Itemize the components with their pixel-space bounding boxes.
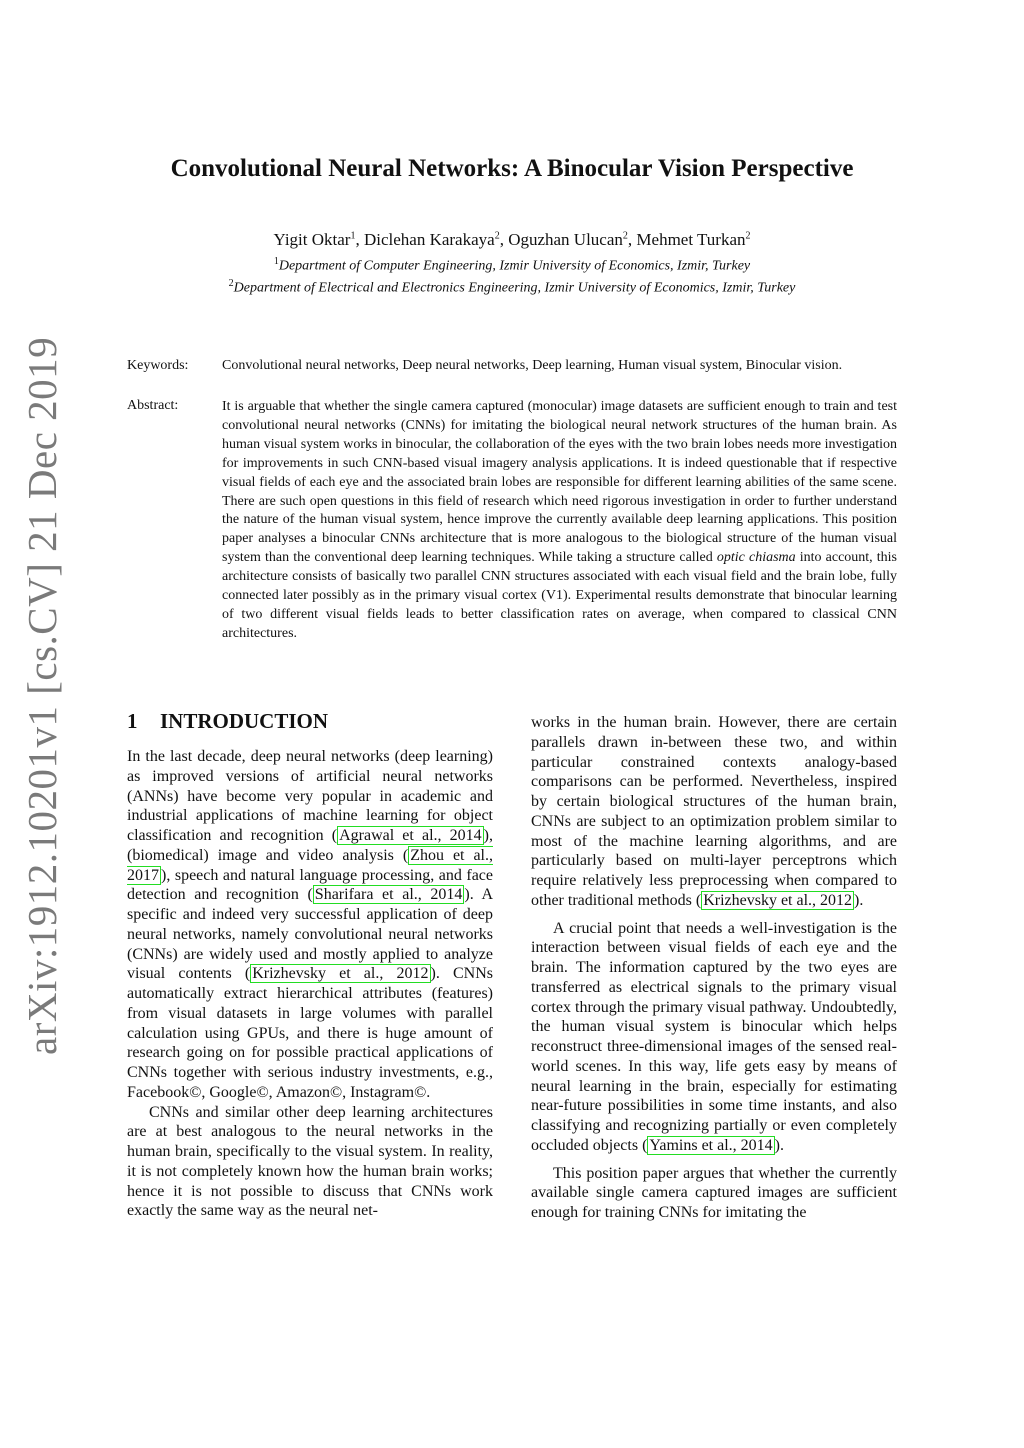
abstract-label: Abstract:: [127, 398, 179, 413]
abstract-text: It is arguable that whether the single camera captured (monocular) image datasets are sufficient enough to train and test convolutional neural networks (CNNs) for imitating the biological neural network structures of the human brain. As human visual system works in binocular, the collaboration of the eyes with the two brain lobes needs more investigation for improvements in such CNN-based visual imagery analysis applications. It is indeed questionable that if respective visual fields of each eye and the associated brain lobes are responsible for different learning abilities of the same scene. There are such open questions in this field of research which need rigorous investigation in order to further understand the nature of the human visual system, hence improve the currently available deep learning applications. This position paper analyses a binocular CNNs architecture that is more analogous to the biological structure of the human visual system than the conventional deep learning techniques. While taking a structure called optic chiasma into account, this architecture consists of basically two parallel CNN structures associated with each visual field and the brain lobe, fully connected later possibly as in the primary visual cortex (V1). Experimental results demonstrate that binocular learning of two different visual fields leads to better classification rates on average, when compared to classical CNN architectures.: [222, 399, 898, 641]
right-column: [531, 713, 897, 1223]
intro-paragraph-2-continued: works in the human brain. However, there are certain parallels drawn in-between these two, and within particular constrained contexts analogy-based comparisons can be performed. Nevertheless, inspired by certain biological structures of the human brain, CNNs are subject to an optimization problem similar to most of the machine learning algorithms, and are particularly based on multi-layer perceptrons which require relatively less preprocessing when compared to other traditional methods ( Krizhevsky et al., 2012 ).: [531, 714, 897, 909]
author-name: Oguzhan Ulucan: [508, 230, 623, 249]
citation-link[interactable]: Zhou et al., 2017: [127, 846, 494, 884]
citation-link[interactable]: Yamins et al., 2014: [649, 1136, 773, 1154]
affiliation-2: $^2$Department of Electrical and Electronics Engineering, Izmir University of Economics, Izmir, Turkey: [228, 278, 796, 296]
paper-title: Convolutional Neural Networks: A Binocular Vision Perspective: [170, 155, 854, 182]
section-heading: 1 INTRODUCTION: [127, 709, 329, 733]
keywords-label: Keywords:: [127, 358, 189, 373]
citation-link[interactable]: Agrawal et al., 2014: [339, 827, 482, 844]
intro-paragraph-3: A crucial point that needs a well-investigation is the interaction between visual fields of each eye and the brain. The information captured by the two eyes are transferred as electrical signals to the primary visual cortex through the primary visual pathway. Undoubtedly, the human visual system is binocular which helps reconstruct three-dimensional images of the sensed real-world scenes. In this way, life gets easy by means of neural learning in the brain, especially for estimating near-future possibilities in some time instants, and also classifying and recognizing partially or even completely occluded objects ( Yamins et al., 2014 ).: [531, 919, 897, 1154]
intro-paragraph-2: CNNs and similar other deep learning architectures are at best analogous to the neural networks in the human brain, specifically to the visual system. In reality, it is not completely known how the human brain works; hence it is not possible to discuss that CNNs work exactly the same way as the neural net-: [127, 1103, 493, 1220]
citation-link[interactable]: Krizhevsky et al., 2012: [252, 965, 429, 983]
author-name: Mehmet Turkan: [636, 230, 746, 249]
affiliation-1: $^1$Department of Computer Engineering, Izmir University of Economics, Izmir, Turkey: [273, 256, 751, 274]
citation-link[interactable]: Krizhevsky et al., 2012: [703, 891, 853, 909]
keywords-text: Convolutional neural networks, Deep neural networks, Deep learning, Human visual system, Binocular vision.: [222, 358, 843, 373]
author-name: Yigit Oktar: [273, 230, 351, 249]
left-column: [127, 708, 493, 1221]
intro-paragraph-4: This position paper argues that whether the currently available single camera captured images are sufficient enough for training CNNs for imitating the: [531, 1164, 897, 1221]
author-name: Diclehan Karakaya: [363, 230, 495, 249]
citation-link[interactable]: Sharifara et al., 2014: [314, 886, 463, 904]
intro-paragraph-1: In the last decade, deep neural networks (deep learning) as improved versions of artificial neural networks (ANNs) have become very popular in academic and industrial applications of machine learning for object classification and recognition ( Agrawal et al., 2014 ), (biomedical) image and video analysis ( Zhou et al., 2017 ), speech and natural language processing, and face detection and recognition ( Sharifara et al., 2014 ). A specific and indeed very successful application of deep neural networks, namely convolutional neural networks (CNNs) are widely used and mostly applied to analyze visual contents ( Krizhevsky et al., 2012 ). CNNs automatically extract hierarchical attributes (features) from visual datasets in large volumes with parallel calculation using GPUs, and there is huge amount of research going on for possible practical applications of CNNs together with serious industry investments, e.g., Facebook©, Google©, Amazon©, Instagram©.: [127, 748, 494, 1101]
arxiv-stamp: arXiv:1912.10201v1 [cs.CV] 21 Dec 2019: [19, 336, 65, 1055]
author-list: Yigit Oktar$^1$, Diclehan Karakaya$^2$, Oguzhan Ulucan$^2$, Mehmet Turkan$^2$: [273, 230, 751, 249]
